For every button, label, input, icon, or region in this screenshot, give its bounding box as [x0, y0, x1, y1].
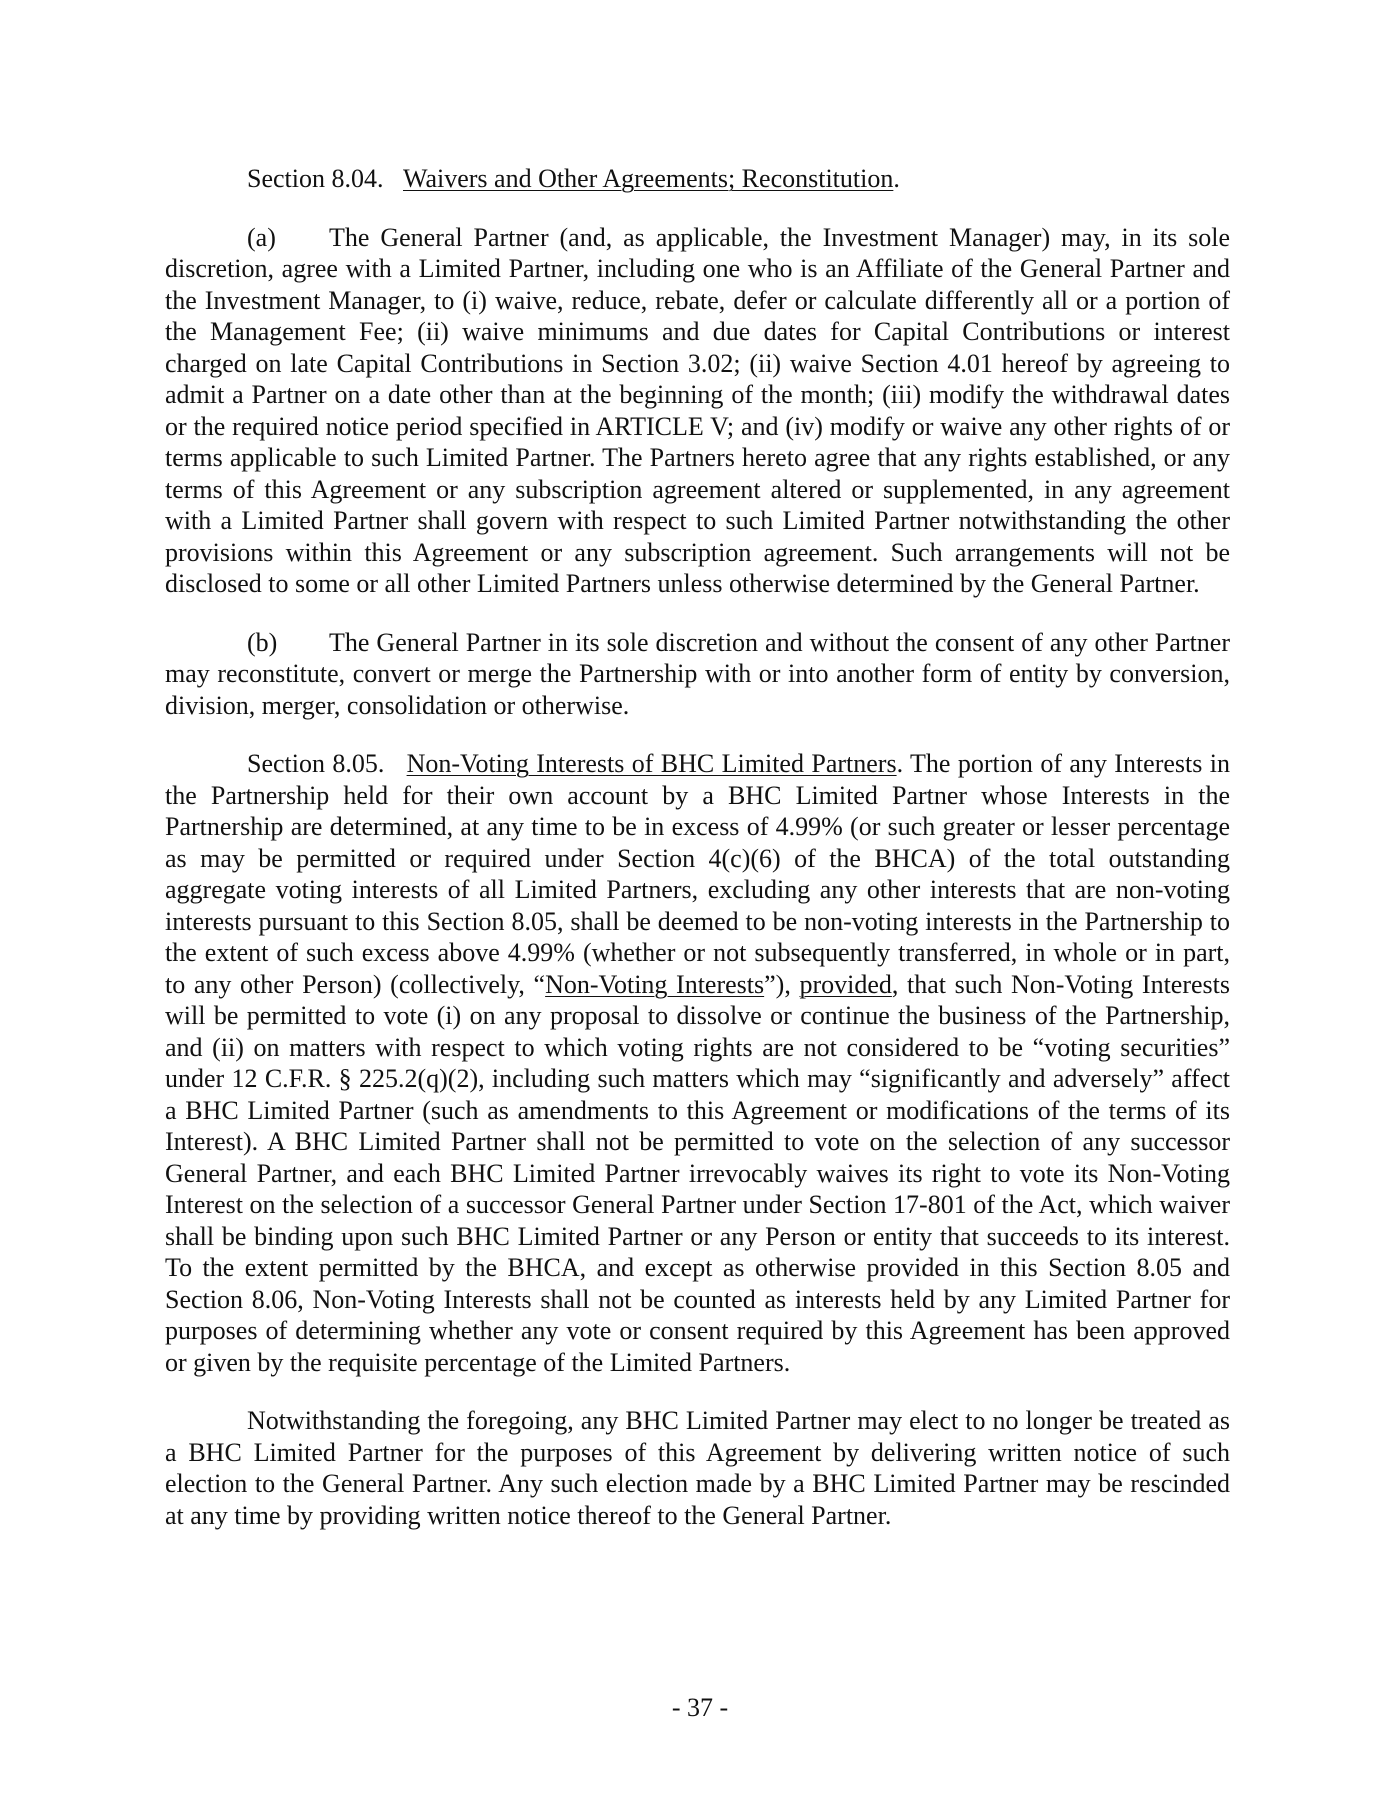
section-805-provided: provided: [799, 969, 892, 999]
section-805-text-2: ”),: [764, 969, 800, 999]
section-805-text-1: . The portion of any Interests in the Partnership held for their own account by a BHC Limited Partner whose Interests in the Partnership are determined, at any time to be in excess of 4.99% (or such greater or lesser percentage as may be permitted or required under Section 4(c)(6) of the BHCA) of the total outstanding aggregate voting interests of all Limited Partners, excluding any other interests that are non-voting interests pursuant to this Section 8.05, shall be deemed to be non-voting interests in the Partnership to the extent of such excess above 4.99% (whether or not subsequently transferred, in whole or in part, to any other Person) (collectively, “: [165, 749, 1231, 999]
section-805-title: Non-Voting Interests of BHC Limited Partners: [406, 749, 897, 778]
section-805-text-3: , that such Non-Voting Interests will be permitted to vote (i) on any proposal to dissolve or continue the business of the Partnership, and (ii) on matters with respect to which voting rights are not considered to be “voting securities” under 12 C.F.R. § 225.2(q)(2), including such matters which may “significantly and adversely” affect a BHC Limited Partner (such as amendments to this Agreement or modifications of the terms of its Interest). A BHC Limited Partner shall not be permitted to vote on the selection of any successor General Partner, and each BHC Limited Partner irrevocably waives its right to vote its Non-Voting Interest on the selection of a successor General Partner under Section 17-801 of the Act, which waiver shall be binding upon such BHC Limited Partner or any Person or entity that succeeds to its interest. To the extent permitted by the BHCA, and except as otherwise provided in this Section 8.05 and Section 8.06, Non-Voting Interests shall not be counted as interests held by any Limited Partner for purposes of determining whether any vote or consent required by this Agreement has been approved or given by the requisite percentage of the Limited Partners.: [165, 969, 1230, 1377]
paragraph-b: [165, 627, 1230, 722]
section-804-title: Waivers and Other Agreements; Reconstitution: [403, 164, 894, 193]
paragraph-a-label: (a): [247, 222, 276, 252]
paragraph-a: [165, 222, 1230, 600]
page-number: - 37 -: [671, 1693, 729, 1722]
section-805-defined-term: Non-Voting Interests: [545, 969, 765, 999]
notwithstanding-paragraph: [165, 1405, 1230, 1531]
notwithstanding-text: Notwithstanding the foregoing, any BHC Limited Partner may elect to no longer be treated as a BHC Limited Partner for the purposes of this Agreement by delivering written notice of such election to the General Partner. Any such election made by a BHC Limited Partner may be rescinded at any time by providing written notice thereof to the General Partner.: [165, 1406, 1230, 1530]
page-body: [165, 163, 1230, 1531]
paragraph-a-text: The General Partner (and, as applicable, the Investment Manager) may, in its sole discretion, agree with a Limited Partner, including one who is an Affiliate of the General Partner and the Investment Manager, to (i) waive, reduce, rebate, defer or calculate differently all or a portion of the Management Fee; (ii) waive minimums and due dates for Capital Contributions or interest charged on late Capital Contributions in Section 3.02; (ii) waive Section 4.01 hereof by agreeing to admit a Partner on a date other than at the beginning of the month; (iii) modify the withdrawal dates or the required notice period specified in ARTICLE V; and (iv) modify or waive any other rights of or terms applicable to such Limited Partner. The Partners hereto agree that any rights established, or any terms of this Agreement or any subscription agreement altered or supplemented, in any agreement with a Limited Partner shall govern with respect to such Limited Partner notwithstanding the other provisions within this Agreement or any subscription agreement. Such arrangements will not be disclosed to some or all other Limited Partners unless otherwise determined by the General Partner.: [165, 222, 1230, 598]
paragraph-b-text: The General Partner in its sole discretion and without the consent of any other Partner may reconstitute, convert or merge the Partnership with or into another form of entity by conversion, division, merger, consolidation or otherwise.: [165, 627, 1230, 720]
section-804-heading: [165, 163, 1230, 195]
section-804-title-end: .: [893, 164, 900, 193]
section-804-number: Section 8.04.: [247, 164, 384, 193]
paragraph-b-label: (b): [247, 627, 278, 657]
section-805-paragraph: [165, 748, 1230, 1378]
section-805-number: Section 8.05.: [247, 749, 385, 778]
